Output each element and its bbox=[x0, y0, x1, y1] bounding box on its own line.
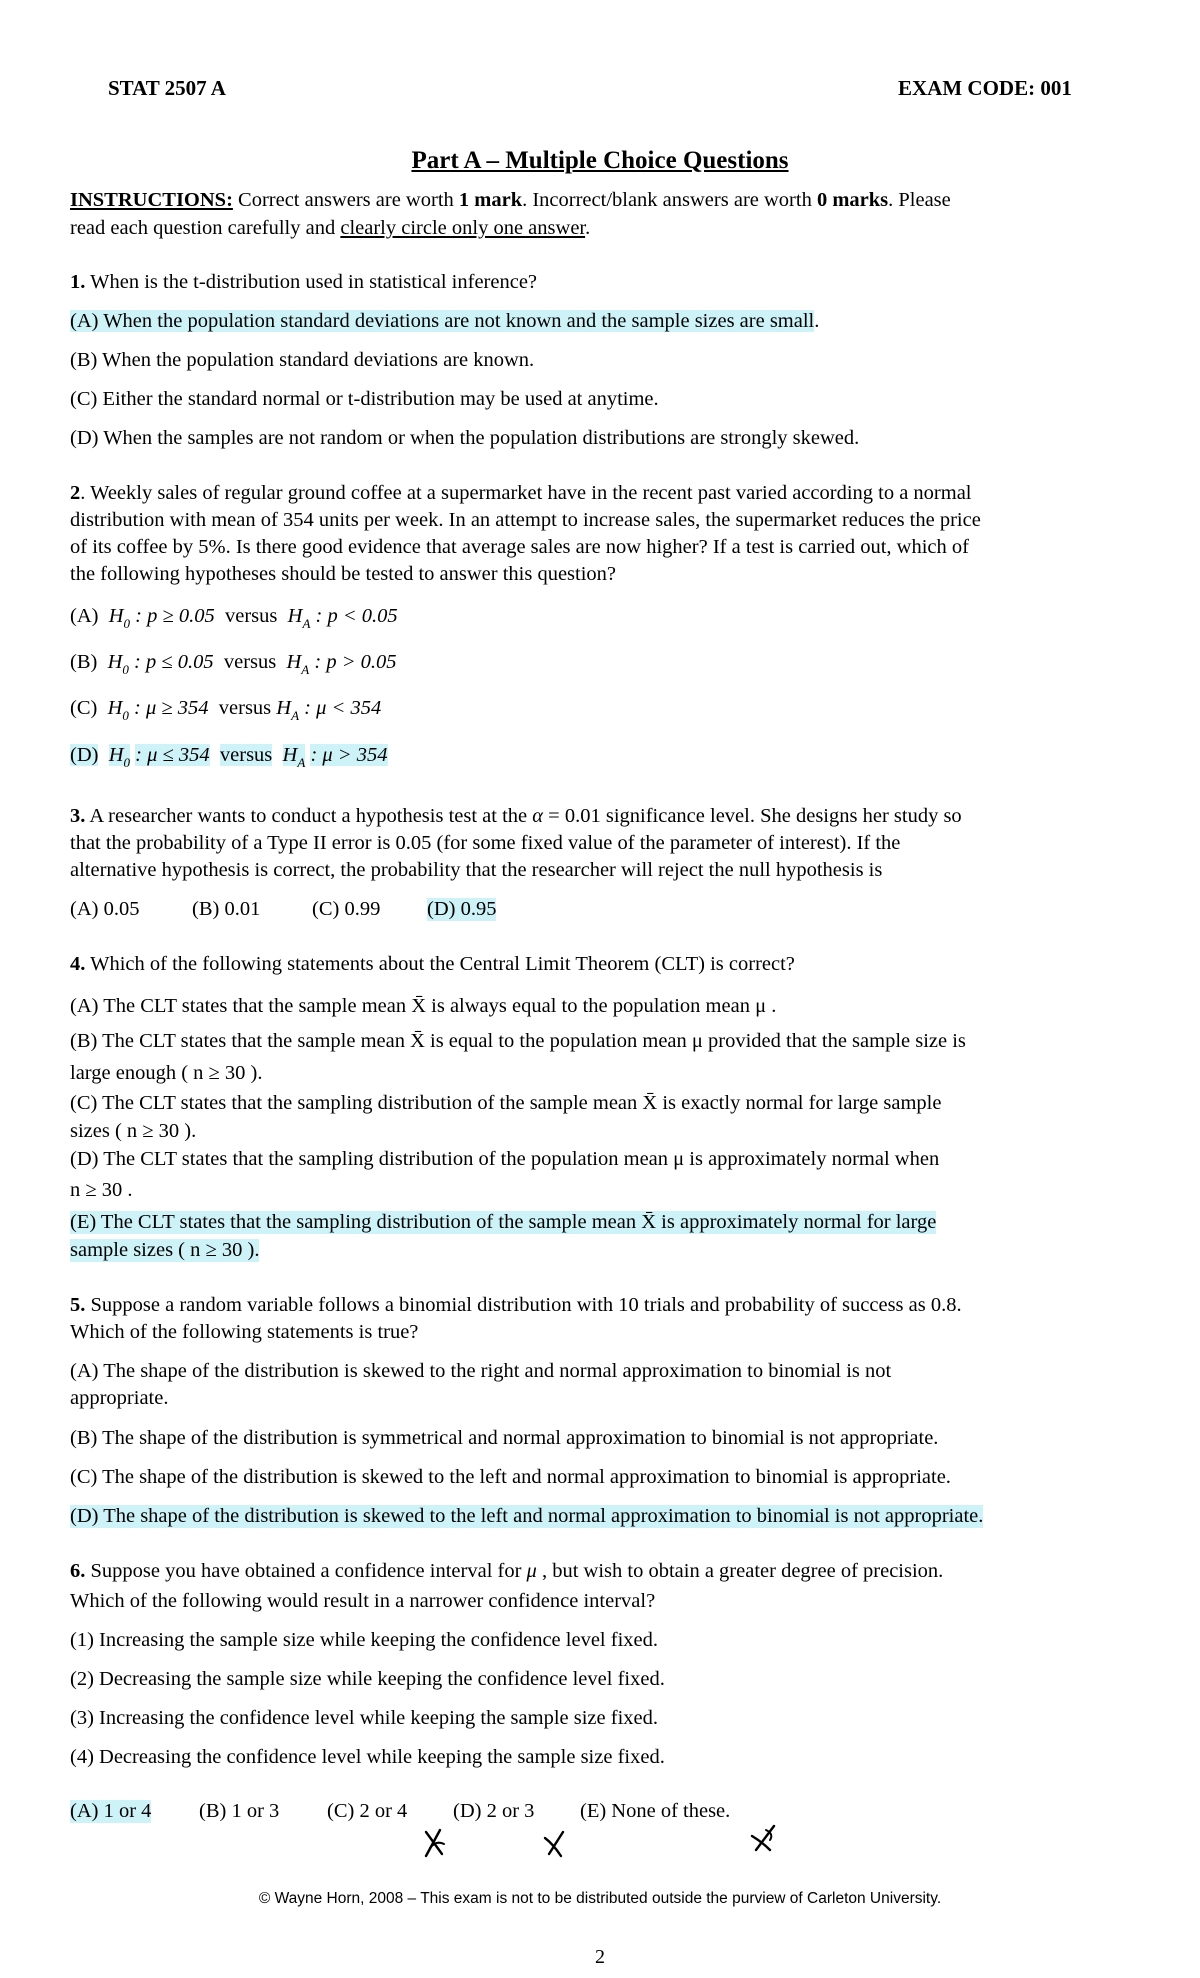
versus-text: versus bbox=[223, 651, 277, 673]
question-4 bbox=[70, 953, 795, 976]
question-2-line-3: of its coffee by 5%. Is there good evidence that average sales are now higher? If a test is carried out, which of bbox=[70, 536, 969, 558]
q6-option-e[interactable]: (E) None of these. bbox=[580, 1800, 731, 1822]
q6-option-d[interactable]: (D) 2 or 3 bbox=[453, 1800, 535, 1822]
subscript: A bbox=[302, 616, 311, 631]
q3-option-b[interactable]: (B) 0.01 bbox=[192, 898, 261, 920]
option-label: (A) bbox=[70, 605, 99, 627]
subscript: 0 bbox=[123, 755, 131, 770]
q2-option-b[interactable] bbox=[70, 651, 397, 677]
course-code: STAT 2507 A bbox=[108, 76, 226, 100]
instructions-line-1 bbox=[70, 189, 951, 212]
question-5-line-2: Which of the following statements is true? bbox=[70, 1321, 419, 1343]
question-number: 6. bbox=[70, 1560, 86, 1582]
q4-option-c-line-2[interactable]: sizes ( n ≥ 30 ). bbox=[70, 1120, 197, 1142]
q4-option-e-line-1[interactable]: (E) The CLT states that the sampling distribution of the sample mean X̄ is approximately normal for large bbox=[70, 1211, 937, 1233]
question-text: Suppose a random variable follows a binomial distribution with 10 trials and probability of success as 0.8. bbox=[85, 1294, 962, 1316]
question-6-line-2: Which of the following would result in a narrower confidence interval? bbox=[70, 1590, 656, 1612]
q3-option-c[interactable]: (C) 0.99 bbox=[312, 898, 381, 920]
question-text: Suppose you have obtained a confidence interval for bbox=[85, 1560, 527, 1582]
q4-option-a[interactable]: (A) The CLT states that the sample mean X̄ is always equal to the population mean μ . bbox=[70, 995, 777, 1017]
q6-statement-1: (1) Increasing the sample size while keeping the confidence level fixed. bbox=[70, 1629, 658, 1651]
copyright-footer: © Wayne Horn, 2008 – This exam is not to be distributed outside the purview of Carleton University. bbox=[258, 1890, 942, 1907]
handwritten-cross-mark-a bbox=[420, 1826, 450, 1860]
question-text: = 0.01 significance level. She designs her study so bbox=[543, 805, 962, 827]
question-number: 2 bbox=[70, 482, 81, 504]
instructions-line-2 bbox=[70, 217, 590, 240]
page-title: Part A – Multiple Choice Questions bbox=[411, 147, 789, 174]
question-number: 4. bbox=[70, 953, 86, 975]
question-1 bbox=[70, 271, 537, 294]
q6-statement-2: (2) Decreasing the sample size while keeping the confidence level fixed. bbox=[70, 1668, 665, 1690]
subscript: 0 bbox=[122, 662, 129, 677]
null-hypothesis: : p ≤ 0.05 bbox=[134, 651, 214, 673]
versus-text: versus bbox=[224, 605, 278, 627]
q1-option-d[interactable]: (D) When the samples are not random or when the population distributions are strongly skewed. bbox=[70, 427, 860, 449]
subscript: 0 bbox=[122, 708, 129, 723]
null-hypothesis: : μ ≥ 354 bbox=[134, 697, 209, 719]
null-hypothesis: : μ ≤ 354 bbox=[135, 744, 210, 766]
q4-option-b-line-1[interactable]: (B) The CLT states that the sample mean X̄ is equal to the population mean μ provided that the sample size is bbox=[70, 1030, 966, 1052]
question-3-line-3: alternative hypothesis is correct, the probability that the researcher will reject the null hypothesis is bbox=[70, 859, 883, 881]
hypothesis-symbol: H bbox=[282, 744, 298, 766]
alternative-hypothesis: : μ > 354 bbox=[310, 744, 388, 766]
q5-option-c[interactable]: (C) The shape of the distribution is skewed to the left and normal approximation to binomial is appropriate. bbox=[70, 1466, 951, 1488]
question-2-line-2: distribution with mean of 354 units per week. In an attempt to increase sales, the supermarket reduces the price bbox=[70, 509, 981, 531]
question-3-line-2: that the probability of a Type II error is 0.05 (for some fixed value of the parameter of interest). If the bbox=[70, 832, 901, 854]
q3-option-a[interactable]: (A) 0.05 bbox=[70, 898, 140, 920]
hypothesis-symbol: H bbox=[287, 605, 303, 627]
question-number: 1. bbox=[70, 271, 86, 293]
q6-option-c[interactable]: (C) 2 or 4 bbox=[327, 1800, 408, 1822]
instructions-text: read each question carefully and bbox=[70, 217, 341, 239]
question-6-line-1 bbox=[70, 1560, 943, 1583]
q1-option-b[interactable]: (B) When the population standard deviations are known. bbox=[70, 349, 535, 371]
q5-option-a-line-1[interactable]: (A) The shape of the distribution is skewed to the right and normal approximation to binomial is not bbox=[70, 1360, 892, 1382]
option-text-highlighted: (A) When the population standard deviations are not known and the sample sizes are small bbox=[70, 310, 815, 332]
subscript: 0 bbox=[123, 616, 131, 631]
q4-option-b-line-2[interactable]: large enough ( n ≥ 30 ). bbox=[70, 1062, 263, 1084]
question-text: Which of the following statements about the Central Limit Theorem (CLT) is correct? bbox=[85, 953, 795, 975]
option-label-highlighted: (D) bbox=[70, 744, 99, 766]
versus-text: versus bbox=[218, 697, 272, 719]
option-label: (B) bbox=[70, 651, 98, 673]
q2-option-d[interactable] bbox=[70, 744, 388, 770]
instructions-marks: 0 marks bbox=[816, 189, 889, 211]
page-number: 2 bbox=[595, 1946, 605, 1968]
q2-option-c[interactable] bbox=[70, 697, 382, 723]
q4-option-d-line-1[interactable]: (D) The CLT states that the sampling distribution of the population mean μ is approximately normal when bbox=[70, 1148, 940, 1170]
q6-statement-3: (3) Increasing the confidence level while keeping the sample size fixed. bbox=[70, 1707, 658, 1729]
question-text: When is the t-distribution used in statistical inference? bbox=[85, 271, 538, 293]
versus-text: versus bbox=[219, 744, 273, 766]
q2-option-a[interactable] bbox=[70, 605, 398, 631]
q4-option-d-line-2[interactable]: n ≥ 30 . bbox=[70, 1179, 133, 1201]
instructions-text: . bbox=[585, 217, 591, 239]
q4-option-c-line-1[interactable]: (C) The CLT states that the sampling distribution of the sample mean X̄ is exactly normal for large sample bbox=[70, 1092, 942, 1114]
option-label: (C) bbox=[70, 697, 98, 719]
mu-symbol: μ bbox=[526, 1560, 537, 1582]
question-3-line-1 bbox=[70, 805, 962, 828]
alternative-hypothesis: : p > 0.05 bbox=[314, 651, 397, 673]
question-number: 3. bbox=[70, 805, 86, 827]
subscript: A bbox=[297, 755, 306, 770]
instructions-text: . Please bbox=[888, 189, 951, 211]
question-5-line-1 bbox=[70, 1294, 962, 1317]
question-text: A researcher wants to conduct a hypothesis test at the bbox=[85, 805, 533, 827]
question-2-line-1 bbox=[70, 482, 972, 505]
exam-code: EXAM CODE: 001 bbox=[898, 76, 1072, 100]
hypothesis-symbol: H bbox=[107, 697, 123, 719]
hypothesis-symbol: H bbox=[108, 744, 124, 766]
alternative-hypothesis: : μ < 354 bbox=[304, 697, 382, 719]
handwritten-cross-mark-e bbox=[748, 1822, 778, 1854]
subscript: A bbox=[301, 662, 310, 677]
q6-option-a[interactable]: (A) 1 or 4 bbox=[70, 1800, 152, 1822]
instructions-mark: 1 mark bbox=[458, 189, 523, 211]
q5-option-a-line-2[interactable]: appropriate. bbox=[70, 1387, 169, 1409]
q5-option-b[interactable]: (B) The shape of the distribution is symmetrical and normal approximation to binomial is not appropriate. bbox=[70, 1427, 939, 1449]
instructions-underlined: clearly circle only one answer bbox=[340, 217, 586, 239]
instructions-label: INSTRUCTIONS: bbox=[70, 189, 233, 211]
hypothesis-symbol: H bbox=[107, 651, 123, 673]
q6-statement-4: (4) Decreasing the confidence level while keeping the sample size fixed. bbox=[70, 1746, 665, 1768]
q1-option-a[interactable] bbox=[70, 310, 819, 333]
null-hypothesis: : p ≥ 0.05 bbox=[135, 605, 215, 627]
alpha-symbol: α bbox=[532, 805, 544, 827]
hypothesis-symbol: H bbox=[286, 651, 302, 673]
subscript: A bbox=[291, 708, 300, 723]
question-text: , but wish to obtain a greater degree of precision. bbox=[536, 1560, 944, 1582]
question-text: . Weekly sales of regular ground coffee at a supermarket have in the recent past varied according to a normal bbox=[80, 482, 972, 504]
q3-option-d[interactable]: (D) 0.95 bbox=[427, 898, 497, 920]
option-text: . bbox=[814, 310, 820, 332]
question-number: 5. bbox=[70, 1294, 86, 1316]
q1-option-c[interactable]: (C) Either the standard normal or t-distribution may be used at anytime. bbox=[70, 388, 659, 410]
question-2-line-4: the following hypotheses should be tested to answer this question? bbox=[70, 563, 617, 585]
instructions-text: Correct answers are worth bbox=[232, 189, 459, 211]
alternative-hypothesis: : p < 0.05 bbox=[315, 605, 398, 627]
q4-option-e-line-2[interactable]: sample sizes ( n ≥ 30 ). bbox=[70, 1239, 260, 1261]
q5-option-d[interactable]: (D) The shape of the distribution is skewed to the left and normal approximation to binomial is not appropriate. bbox=[70, 1505, 984, 1527]
handwritten-cross-mark-d bbox=[541, 1828, 569, 1858]
instructions-text: . Incorrect/blank answers are worth bbox=[522, 189, 817, 211]
q6-option-b[interactable]: (B) 1 or 3 bbox=[199, 1800, 280, 1822]
hypothesis-symbol: H bbox=[276, 697, 292, 719]
hypothesis-symbol: H bbox=[108, 605, 124, 627]
